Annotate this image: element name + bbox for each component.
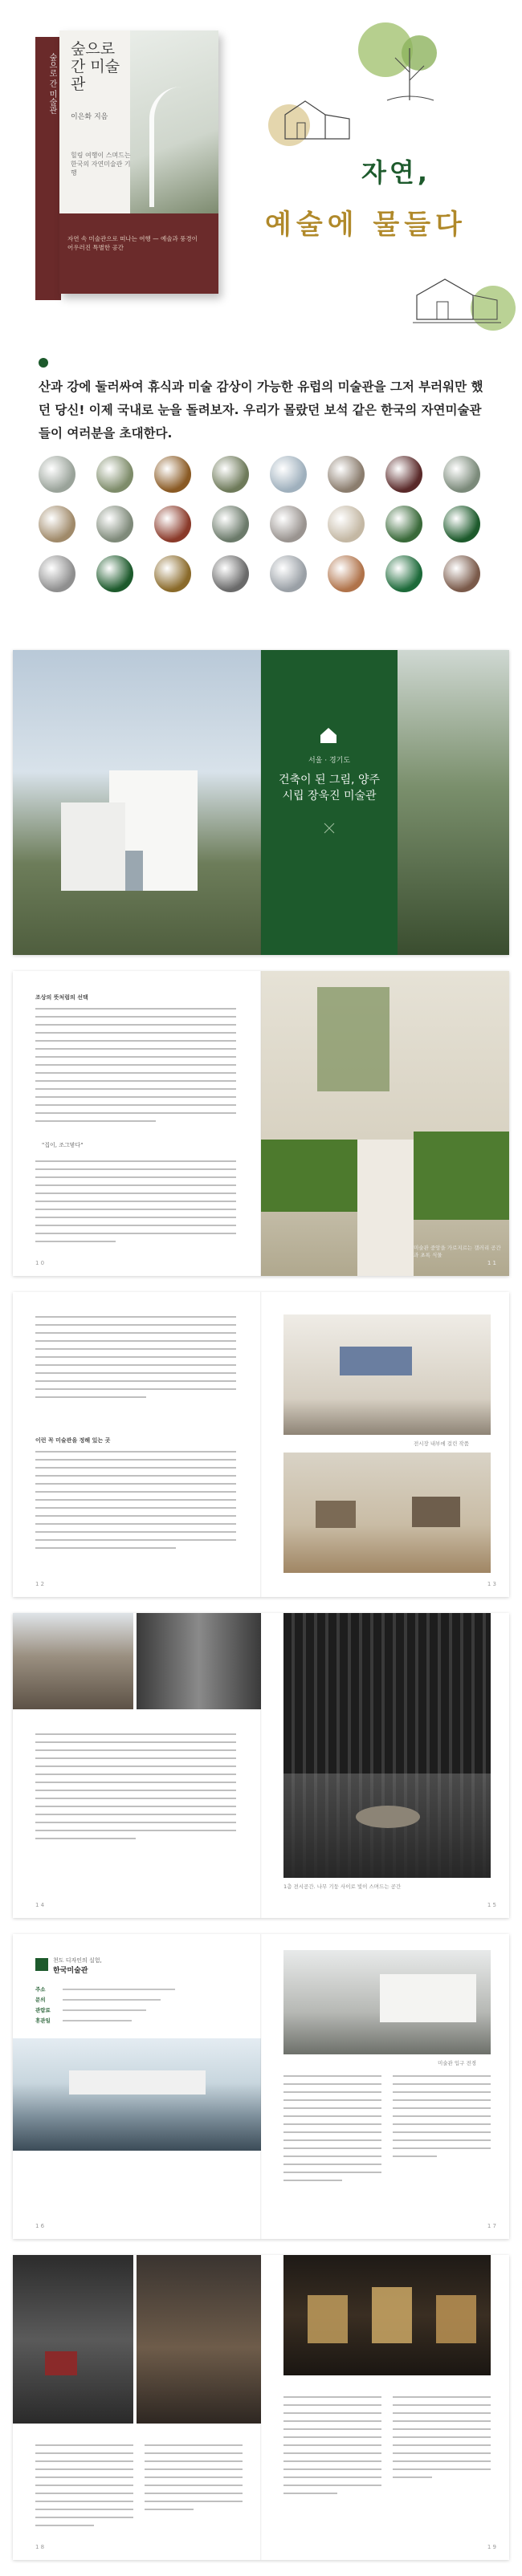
cover-subtitle: 힐링 여행이 스며드는 한국의 자연미술관 기행 xyxy=(71,152,131,177)
cover-author: 이은화 지음 xyxy=(71,113,108,121)
spread6-right-page xyxy=(261,2255,509,2560)
section-title-main: 한국미술관 xyxy=(53,1967,88,1975)
tree-sketch-icon xyxy=(377,16,442,104)
museum-thumbnail xyxy=(270,506,307,542)
spread5-left-page xyxy=(13,1934,261,2239)
info-row xyxy=(35,1994,236,2005)
section-heading: 이런 꼭 미술관을 정해 있는 곳 xyxy=(35,1437,111,1444)
info-value-line xyxy=(63,2009,146,2011)
info-row xyxy=(35,1984,236,1994)
page-number-left: 1 0 xyxy=(35,1260,45,1266)
spread4-left-page xyxy=(13,1613,261,1918)
x-mark-icon xyxy=(324,823,335,834)
body-text-col-2 xyxy=(393,2075,491,2164)
photo-caption: 1층 전시공간. 나무 기둥 사이로 빛이 스며드는 공간 xyxy=(283,1883,402,1890)
spread5-right-page xyxy=(261,1934,509,2239)
spread2-right-page xyxy=(261,971,509,1276)
museum-thumbnail xyxy=(385,555,422,592)
house-sketch-icon xyxy=(281,95,353,143)
body-text-block-1 xyxy=(35,1008,236,1128)
museum-sketch-icon xyxy=(413,271,501,327)
chapter-green-panel xyxy=(261,650,398,955)
museum-thumbnail xyxy=(96,506,133,542)
cover-title: 숲으로 간 미술관 xyxy=(71,40,120,93)
body-text-col-2 xyxy=(145,2444,243,2517)
spread-6 xyxy=(13,2255,509,2560)
body-text-block-1 xyxy=(35,1733,236,1846)
museum-thumbnail xyxy=(212,555,249,592)
spine-title: 숲으로 간 미술관 xyxy=(47,53,56,115)
display-cases-photo xyxy=(283,2255,491,2375)
spread-3 xyxy=(13,1292,509,1597)
museum-thumbnail xyxy=(96,456,133,493)
museum-thumbnail xyxy=(212,456,249,493)
museum-thumbnail xyxy=(39,506,75,542)
hero-section xyxy=(0,0,522,634)
quote-text: "집이, 조그맣다" xyxy=(42,1142,84,1148)
region-label: 서울 · 경기도 xyxy=(308,757,351,765)
info-label: 휴관일 xyxy=(35,2017,51,2024)
cover-band xyxy=(59,213,218,294)
spread1-right-page xyxy=(261,650,509,955)
info-value-line xyxy=(63,1999,161,2001)
museum-thumbnail xyxy=(96,555,133,592)
body-text-col-1 xyxy=(283,2075,381,2188)
museum-thumbnail xyxy=(443,555,480,592)
museum-lake-photo xyxy=(13,2038,261,2151)
industrial-interior-photo xyxy=(13,2255,133,2424)
info-value-line xyxy=(63,1989,175,1990)
museum-thumbnail xyxy=(39,456,75,493)
page-number-right: 1 9 xyxy=(487,2544,496,2550)
spread2-left-page xyxy=(13,971,261,1276)
headline-line2: 예술에 물들다 xyxy=(265,209,467,241)
page-number-left: 1 6 xyxy=(35,2223,45,2229)
page-number-left: 1 4 xyxy=(35,1902,45,1908)
museum-thumbnail xyxy=(328,456,365,493)
museum-thumbnail xyxy=(443,456,480,493)
book-cover xyxy=(59,30,218,294)
section-title-small: 천도 디자인의 실험, xyxy=(53,1957,102,1964)
chapter-title: 건축이 된 그림, 양주시립 장욱진 미술관 xyxy=(279,774,380,802)
museum-thumbnail xyxy=(328,555,365,592)
gallery-hall-photo xyxy=(137,2255,261,2424)
page-number-right: 1 7 xyxy=(487,2223,496,2229)
museum-thumbnail xyxy=(270,555,307,592)
photo-caption: 미술관 입구 전경 xyxy=(438,2060,477,2066)
body-text-block-2 xyxy=(35,1451,236,1555)
exhibition-room-photo-2 xyxy=(283,1453,491,1573)
info-label: 주소 xyxy=(35,1986,46,1993)
book-mockup xyxy=(35,30,220,299)
page-number-right: 1 5 xyxy=(487,1902,496,1908)
spread-5 xyxy=(13,1934,509,2239)
info-label: 문의 xyxy=(35,1997,46,2003)
spread-4 xyxy=(13,1613,509,1918)
museum-thumbnail xyxy=(385,456,422,493)
section-icon-box xyxy=(35,1958,48,1971)
headline-line1: 자연, xyxy=(361,157,430,188)
spread-2 xyxy=(13,971,509,1276)
body-text-col-2 xyxy=(393,2396,491,2485)
wooden-interior-photo xyxy=(283,1613,491,1878)
spread-1 xyxy=(13,650,509,955)
museum-photo-white-building xyxy=(13,650,261,955)
corridor-photo xyxy=(137,1613,261,1709)
info-row xyxy=(35,2005,236,2015)
spread1-left-page xyxy=(13,650,261,955)
body-text-col-1 xyxy=(283,2396,381,2501)
info-row xyxy=(35,2015,236,2025)
photo-caption: 전시장 내부에 걸린 작품 xyxy=(414,1440,469,1447)
spread4-right-page xyxy=(261,1613,509,1918)
info-value-line xyxy=(63,2020,132,2021)
page-number-left: 1 2 xyxy=(35,1581,45,1587)
museum-thumbnail xyxy=(154,555,191,592)
section-heading: 조상의 뜻처럼의 선택 xyxy=(35,994,88,1001)
photo-caption: 미술관 중앙을 가로지르는 갤러리 공간과 초록 식물 xyxy=(414,1245,501,1258)
house-icon xyxy=(319,726,338,744)
cover-staircase xyxy=(149,87,210,207)
page-number-left: 1 8 xyxy=(35,2544,45,2550)
museum-entrance-photo xyxy=(283,1950,491,2054)
intro-text: 산과 강에 둘러싸여 휴식과 미술 감상이 가능한 유럽의 미술관을 그저 부러워만 했던 당신! 이제 국내로 눈을 돌려보자. 우리가 몰랐던 보석 같은 한국의 자연미술관들이 여러분을 초대한다. xyxy=(39,380,483,441)
museum-thumbnail xyxy=(443,506,480,542)
body-text-block-2 xyxy=(35,1160,236,1249)
forest-photo xyxy=(398,650,509,955)
museum-thumbnail xyxy=(154,456,191,493)
spread6-left-page xyxy=(13,2255,261,2560)
exhibition-room-photo-1 xyxy=(283,1314,491,1435)
spread3-right-page xyxy=(261,1292,509,1597)
page-number-right: 1 1 xyxy=(487,1260,496,1266)
intro-bullet xyxy=(39,358,48,368)
gallery-grass-photo xyxy=(261,971,509,1276)
museum-thumbnail xyxy=(328,506,365,542)
museum-thumbnail xyxy=(212,506,249,542)
info-list xyxy=(35,1984,236,2025)
body-text-col-1 xyxy=(35,2444,133,2533)
spread3-left-page xyxy=(13,1292,261,1597)
cover-band-text: 자연 속 미술관으로 떠나는 여행 — 예술과 풍경이 어우러진 특별한 공간 xyxy=(67,235,198,251)
wooden-barn-photo xyxy=(13,1613,133,1709)
museum-thumbnail xyxy=(39,555,75,592)
page-number-right: 1 3 xyxy=(487,1581,496,1587)
museum-thumbnail xyxy=(154,506,191,542)
museum-thumbnail xyxy=(270,456,307,493)
info-label: 관람료 xyxy=(35,2007,51,2013)
book-spine xyxy=(35,37,61,300)
museum-thumbnail xyxy=(385,506,422,542)
body-text-block-1 xyxy=(35,1316,236,1404)
